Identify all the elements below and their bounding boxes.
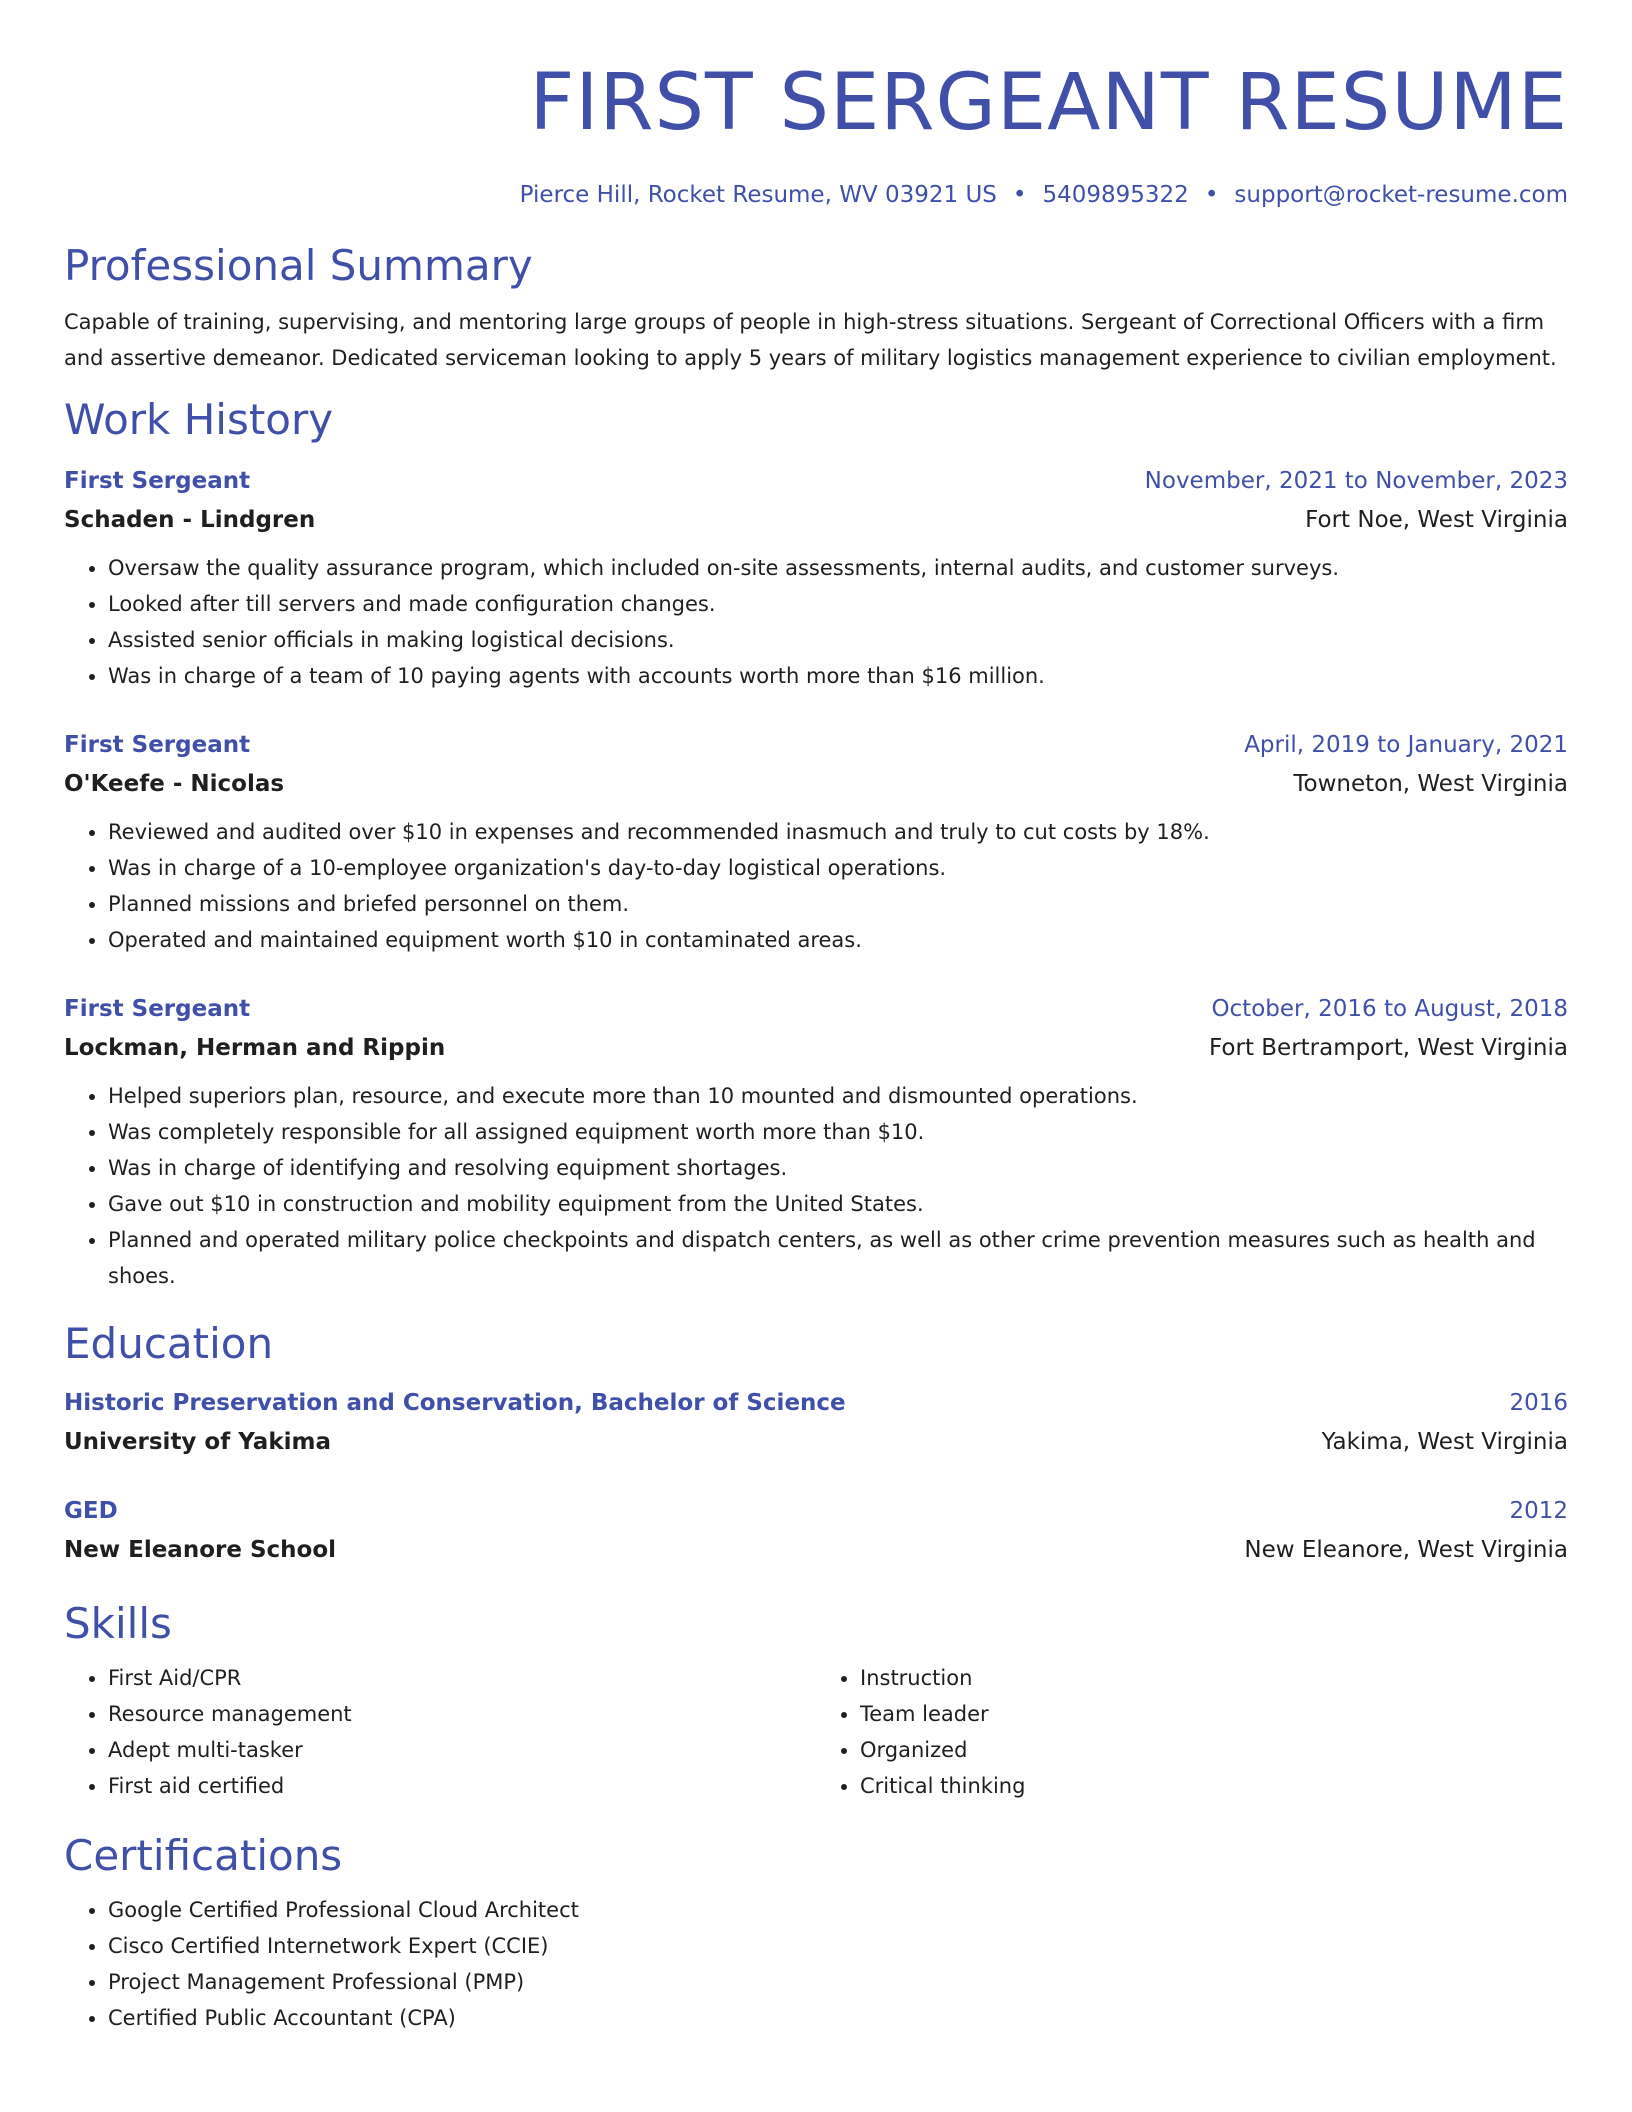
company-name: Lockman, Herman and Rippin [64, 1035, 446, 1061]
school-name: New Eleanore School [64, 1537, 337, 1563]
skill-item: • First aid certified [108, 1768, 816, 1804]
job-duty: • Operated and maintained equipment worth $10 in contaminated areas. [108, 922, 1568, 958]
job-duties-list [64, 1078, 1568, 1294]
job-duty: • Reviewed and audited over $10 in expenses and recommended inasmuch and truly to cut costs by 18%. [108, 814, 1568, 850]
degree-title: Historic Preservation and Conservation, Bachelor of Science [64, 1390, 846, 1416]
contact-separator: • [1012, 182, 1027, 208]
skill-item: • Instruction [860, 1660, 1568, 1696]
job-location: Fort Bertramport, West Virginia [1209, 1035, 1568, 1061]
school-location: Yakima, West Virginia [1321, 1429, 1568, 1455]
resume-title: FIRST SERGEANT RESUME [529, 58, 1568, 148]
job-duty: • Oversaw the quality assurance program, which included on-site assessments, internal audits, and customer surveys. [108, 550, 1568, 586]
work-entry [64, 462, 1568, 694]
job-duty: • Planned missions and briefed personnel on them. [108, 886, 1568, 922]
graduation-year: 2016 [1509, 1390, 1568, 1416]
skill-item: • Organized [860, 1732, 1568, 1768]
job-duty: • Was in charge of a team of 10 paying agents with accounts worth more than $16 million. [108, 658, 1568, 694]
section-title-summary: Professional Summary [64, 241, 533, 290]
skill-item: • First Aid/CPR [108, 1660, 816, 1696]
section-title-certifications: Certifications [64, 1831, 343, 1880]
contact-address: Pierce Hill, Rocket Resume, WV 03921 US [519, 182, 997, 208]
work-entry [64, 990, 1568, 1294]
school-location: New Eleanore, West Virginia [1244, 1537, 1568, 1563]
section-title-skills: Skills [64, 1599, 172, 1648]
job-title: First Sergeant [64, 996, 251, 1022]
skills-list-right [816, 1660, 1568, 1804]
job-duty: • Was in charge of identifying and resolving equipment shortages. [108, 1150, 1568, 1186]
education-entry [64, 1492, 1568, 1570]
job-location: Fort Noe, West Virginia [1305, 507, 1568, 533]
job-location: Towneton, West Virginia [1293, 771, 1568, 797]
job-title: First Sergeant [64, 732, 251, 758]
skill-item: • Adept multi-tasker [108, 1732, 816, 1768]
job-dates: April, 2019 to January, 2021 [1244, 732, 1568, 758]
job-duty: • Was in charge of a 10-employee organization's day-to-day logistical operations. [108, 850, 1568, 886]
section-title-education: Education [64, 1319, 274, 1368]
section-title-work-history: Work History [64, 395, 334, 444]
contact-phone: 5409895322 [1042, 182, 1189, 208]
contact-line [64, 180, 1568, 210]
graduation-year: 2012 [1509, 1498, 1568, 1524]
company-name: Schaden - Lindgren [64, 507, 316, 533]
job-dates: November, 2021 to November, 2023 [1144, 468, 1568, 494]
skill-item: • Resource management [108, 1696, 816, 1732]
skills-list-left [64, 1660, 816, 1804]
certification-item: • Certified Public Accountant (CPA) [108, 2000, 1568, 2036]
school-name: University of Yakima [64, 1429, 331, 1455]
contact-separator: • [1204, 182, 1219, 208]
work-entry [64, 726, 1568, 958]
contact-email: support@rocket-resume.com [1234, 182, 1568, 208]
job-duty: • Was completely responsible for all assigned equipment worth more than $10. [108, 1114, 1568, 1150]
company-name: O'Keefe - Nicolas [64, 771, 285, 797]
job-duties-list [64, 550, 1568, 694]
job-duty: • Assisted senior officials in making logistical decisions. [108, 622, 1568, 658]
certification-item: • Cisco Certified Internetwork Expert (CCIE) [108, 1928, 1568, 1964]
job-duty: • Gave out $10 in construction and mobility equipment from the United States. [108, 1186, 1568, 1222]
certification-item: • Project Management Professional (PMP) [108, 1964, 1568, 2000]
skill-item: • Critical thinking [860, 1768, 1568, 1804]
education-entry [64, 1384, 1568, 1462]
job-dates: October, 2016 to August, 2018 [1211, 996, 1568, 1022]
skills-grid [64, 1660, 1568, 1804]
certifications-list [64, 1892, 1568, 2036]
job-duty: • Helped superiors plan, resource, and execute more than 10 mounted and dismounted operations. [108, 1078, 1568, 1114]
certification-item: • Google Certified Professional Cloud Architect [108, 1892, 1568, 1928]
job-duty: • Looked after till servers and made configuration changes. [108, 586, 1568, 622]
job-title: First Sergeant [64, 468, 251, 494]
job-duties-list [64, 814, 1568, 958]
skill-item: • Team leader [860, 1696, 1568, 1732]
summary-text: Capable of training, supervising, and mentoring large groups of people in high-stress situations. Sergeant of Correctional Officers with a firm and assertive demeanor. Dedicated serviceman looking to apply 5 years of military logistics management experience to civilian employment. [64, 310, 1557, 370]
degree-title: GED [64, 1498, 118, 1524]
job-duty: • Planned and operated military police checkpoints and dispatch centers, as well as other crime prevention measures such as health and shoes. [108, 1222, 1568, 1294]
